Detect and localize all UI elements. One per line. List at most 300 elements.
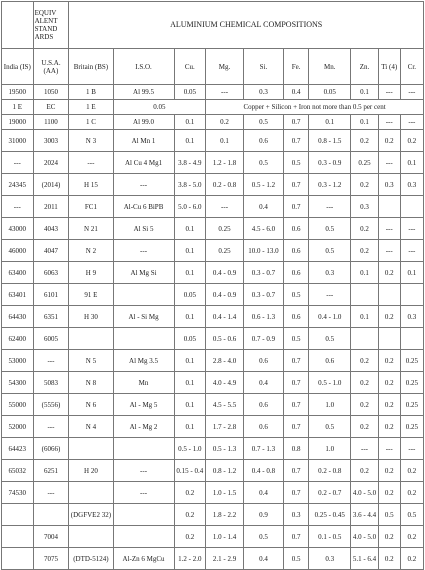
table-cell: 0.2 [351, 350, 378, 372]
table-cell: --- [378, 218, 400, 240]
table-cell: Al - Mg 2 [113, 416, 174, 438]
table-cell [400, 328, 423, 350]
table-cell: 0.05 [309, 85, 351, 100]
table-cell: 4043 [33, 218, 69, 240]
table-cell: 0.6 [283, 262, 308, 284]
table-cell: --- [378, 152, 400, 174]
table-cell: 5.0 - 6.0 [174, 196, 206, 218]
table-cell: 0.5 [309, 240, 351, 262]
table-cell: 52000 [2, 416, 34, 438]
table-cell: 0.6 [243, 394, 283, 416]
table-cell: 0.1 [351, 262, 378, 284]
composition-table [1, 1, 424, 570]
table-cell: 1.7 - 2.8 [206, 416, 244, 438]
table-cell: 0.3 - 0.7 [243, 262, 283, 284]
table-cell: Al Cu 4 Mg1 [113, 152, 174, 174]
table-cell: 0.7 [283, 115, 308, 130]
table-cell: 0.1 [174, 416, 206, 438]
table-cell: 19000 [2, 115, 34, 130]
table-row [2, 328, 424, 350]
table-cell: 0.2 [378, 372, 400, 394]
table-cell: --- [33, 350, 69, 372]
table-cell: (6066) [33, 438, 69, 460]
table-cell: 0.3 [378, 174, 400, 196]
table-cell: --- [400, 240, 423, 262]
table-cell: 0.5 [309, 218, 351, 240]
table-cell: 74530 [2, 482, 34, 504]
table-cell: 0.05 [113, 100, 206, 115]
table-cell: 0.2 [400, 482, 423, 504]
table-cell [400, 196, 423, 218]
table-cell: 3.8 - 5.0 [174, 174, 206, 196]
table-cell: EC [33, 100, 69, 115]
table-cell: 0.1 [174, 262, 206, 284]
table-cell: 0.7 - 0.9 [243, 328, 283, 350]
table-cell: --- [206, 196, 244, 218]
header-blank [2, 2, 34, 49]
table-cell [69, 482, 113, 504]
table-row [2, 460, 424, 482]
table-cell: 63400 [2, 262, 34, 284]
table-cell: 3003 [33, 130, 69, 152]
table-cell: 0.5 [243, 115, 283, 130]
table-cell: --- [351, 438, 378, 460]
table-cell: 0.5 - 1.0 [174, 438, 206, 460]
table-cell: 0.6 - 1.3 [243, 306, 283, 328]
table-row [2, 240, 424, 262]
table-cell: 0.3 - 0.9 [309, 152, 351, 174]
table-cell: 4.0 - 5.0 [351, 482, 378, 504]
table-cell: N 21 [69, 218, 113, 240]
table-cell: 0.05 [174, 328, 206, 350]
table-cell: N 8 [69, 372, 113, 394]
table-cell: 0.1 [174, 240, 206, 262]
table-row [2, 115, 424, 130]
table-cell: --- [400, 438, 423, 460]
table-cell: 6063 [33, 262, 69, 284]
table-cell: 5083 [33, 372, 69, 394]
table-cell: 0.25 [206, 240, 244, 262]
table-cell: --- [378, 438, 400, 460]
column-header: Cu. [174, 49, 206, 85]
table-cell: 0.25 [351, 152, 378, 174]
table-cell: 19500 [2, 85, 34, 100]
table-cell: 5.1 - 6.4 [351, 548, 378, 570]
table-cell: N 3 [69, 130, 113, 152]
table-cell: 0.7 [283, 196, 308, 218]
table-cell: 0.3 [309, 262, 351, 284]
table-cell: 0.2 - 0.8 [309, 460, 351, 482]
table-cell: 0.7 [283, 394, 308, 416]
table-cell: N 6 [69, 394, 113, 416]
note-row [2, 100, 424, 115]
table-cell: 0.2 [378, 548, 400, 570]
table-cell: 0.25 - 0.45 [309, 504, 351, 526]
table-cell: 43000 [2, 218, 34, 240]
table-cell: 0.2 [174, 504, 206, 526]
table-cell: (DTD-5124) [69, 548, 113, 570]
table-cell: 0.1 [174, 306, 206, 328]
table-cell: 4.0 - 5.0 [351, 526, 378, 548]
table-cell: 1 C [69, 115, 113, 130]
table-cell: 0.5 [400, 504, 423, 526]
table-cell: (5556) [33, 394, 69, 416]
table-cell: 2011 [33, 196, 69, 218]
table-cell: 0.8 - 1.2 [206, 460, 244, 482]
table-cell: 0.1 [174, 115, 206, 130]
table-cell: 0.2 [378, 394, 400, 416]
table-cell: --- [113, 240, 174, 262]
table-cell: Al Si 5 [113, 218, 174, 240]
column-header: I.S.O. [113, 49, 174, 85]
table-cell: Al 99.5 [113, 85, 174, 100]
table-cell: 6251 [33, 460, 69, 482]
table-cell: 0.2 [351, 218, 378, 240]
table-cell: 0.5 - 0.6 [206, 328, 244, 350]
table-cell: 7004 [33, 526, 69, 548]
table-cell [113, 284, 174, 306]
table-cell: 46000 [2, 240, 34, 262]
table-cell: 0.05 [174, 85, 206, 100]
table-cell: --- [113, 174, 174, 196]
table-cell: 0.6 [243, 416, 283, 438]
table-cell: 0.1 [206, 130, 244, 152]
table-cell: Al - Si Mg [113, 306, 174, 328]
table-cell [378, 284, 400, 306]
table-cell: 0.25 [400, 372, 423, 394]
table-cell: 0.1 [174, 350, 206, 372]
table-cell: 0.1 [400, 262, 423, 284]
table-cell: 0.1 [174, 394, 206, 416]
table-cell: 1.0 - 1.5 [206, 482, 244, 504]
table-cell [351, 284, 378, 306]
table-cell: 4.5 - 5.5 [206, 394, 244, 416]
table-cell: 0.7 [283, 526, 308, 548]
table-cell: 0.2 [351, 174, 378, 196]
table-cell [2, 526, 34, 548]
table-cell: 0.2 [400, 526, 423, 548]
table-cell: 0.7 [283, 372, 308, 394]
table-cell: 0.7 [283, 174, 308, 196]
table-cell: 0.2 [174, 526, 206, 548]
table-row [2, 438, 424, 460]
table-cell [113, 328, 174, 350]
table-cell: 0.2 [400, 460, 423, 482]
table-cell: H 15 [69, 174, 113, 196]
table-cell: 24345 [2, 174, 34, 196]
table-cell: 0.5 [243, 152, 283, 174]
table-cell: 91 E [69, 284, 113, 306]
table-cell: 4047 [33, 240, 69, 262]
table-cell: 0.5 [243, 526, 283, 548]
table-cell: 0.7 [283, 130, 308, 152]
table-cell: 0.1 [351, 85, 378, 100]
table-cell: 0.9 [243, 504, 283, 526]
table-row [2, 350, 424, 372]
table-cell: 0.15 - 0.4 [174, 460, 206, 482]
table-cell [69, 526, 113, 548]
table-cell: 0.1 [309, 115, 351, 130]
column-header: Mn. [309, 49, 351, 85]
table-cell [69, 438, 113, 460]
table-cell [113, 504, 174, 526]
table-cell: 0.7 [283, 416, 308, 438]
table-cell: --- [309, 196, 351, 218]
table-cell: 0.25 [400, 394, 423, 416]
table-row [2, 85, 424, 100]
table-cell: --- [400, 218, 423, 240]
table-cell: 0.4 - 1.0 [309, 306, 351, 328]
table-cell: H 20 [69, 460, 113, 482]
table-cell: 0.2 [351, 416, 378, 438]
table-cell: --- [206, 85, 244, 100]
table-cell: --- [33, 416, 69, 438]
column-header: Fe. [283, 49, 308, 85]
table-cell: 0.4 [243, 196, 283, 218]
table-cell: 0.2 [206, 115, 244, 130]
table-cell: 0.3 [283, 504, 308, 526]
table-cell: 1.2 - 1.8 [206, 152, 244, 174]
table-cell: 0.2 [400, 130, 423, 152]
table-row [2, 174, 424, 196]
table-cell: 0.4 [243, 482, 283, 504]
table-cell: Al Mg 3.5 [113, 350, 174, 372]
table-cell: 4.0 - 4.9 [206, 372, 244, 394]
table-cell: Al-Zn 6 MgCu [113, 548, 174, 570]
table-cell: 0.2 - 0.7 [309, 482, 351, 504]
table-cell: 0.5 - 1.2 [243, 174, 283, 196]
table-cell: 1.8 - 2.2 [206, 504, 244, 526]
table-cell: 0.2 [378, 460, 400, 482]
table-cell: 0.2 [378, 350, 400, 372]
table-cell: H 30 [69, 306, 113, 328]
table-cell: 0.4 - 1.4 [206, 306, 244, 328]
table-cell: 0.25 [400, 416, 423, 438]
table-row [2, 262, 424, 284]
table-row [2, 306, 424, 328]
table-cell [2, 504, 34, 526]
table-cell: --- [69, 152, 113, 174]
table-cell: --- [378, 115, 400, 130]
table-cell: (DGFVE2 32) [69, 504, 113, 526]
table-cell: 0.5 [309, 328, 351, 350]
table-cell: 0.5 - 1.3 [206, 438, 244, 460]
column-header: Cr. [400, 49, 423, 85]
table-cell: 7075 [33, 548, 69, 570]
table-cell: (2014) [33, 174, 69, 196]
table-cell: 0.7 [283, 460, 308, 482]
table-cell: 53000 [2, 350, 34, 372]
table-cell: 0.1 [351, 115, 378, 130]
table-cell: 0.05 [174, 284, 206, 306]
table-cell: Al Mg Si [113, 262, 174, 284]
table-cell: FC1 [69, 196, 113, 218]
table-cell [351, 328, 378, 350]
table-cell [113, 438, 174, 460]
table-cell: 0.4 [243, 548, 283, 570]
table-cell: 0.2 [378, 130, 400, 152]
equiv-standards-label: EQUIV ALENT STAND ARDS [33, 2, 69, 49]
table-row [2, 394, 424, 416]
table-cell: 1.0 [309, 394, 351, 416]
table-cell: 0.7 [283, 350, 308, 372]
table-cell: 0.6 [283, 240, 308, 262]
table-cell: 0.1 [351, 306, 378, 328]
column-header: Ti (4) [378, 49, 400, 85]
table-cell: --- [33, 482, 69, 504]
table-cell: Al 99.0 [113, 115, 174, 130]
table-cell: --- [113, 460, 174, 482]
table-cell: 54300 [2, 372, 34, 394]
table-cell: 64423 [2, 438, 34, 460]
table-cell: 0.2 [351, 130, 378, 152]
table-cell: --- [400, 115, 423, 130]
table-cell: 0.6 [243, 130, 283, 152]
table-cell: 0.4 [283, 85, 308, 100]
table-cell: --- [400, 85, 423, 100]
table-cell: Al-Cu 6 BiPB [113, 196, 174, 218]
table-cell: 0.4 [243, 372, 283, 394]
table-cell: 63401 [2, 284, 34, 306]
table-row [2, 284, 424, 306]
table-cell: 0.1 [174, 372, 206, 394]
table-cell: 1.0 - 1.4 [206, 526, 244, 548]
table-cell: 0.2 [351, 240, 378, 262]
table-cell: --- [2, 196, 34, 218]
composition-note: Copper + Silicon + Iron not more than 0.5 per cent [206, 100, 424, 115]
table-cell: --- [378, 240, 400, 262]
table-cell: N 5 [69, 350, 113, 372]
table-row [2, 526, 424, 548]
table-row [2, 482, 424, 504]
table-title: ALUMINIUM CHEMICAL COMPOSITIONS [69, 2, 424, 49]
table-cell: 0.6 [283, 218, 308, 240]
column-header: Britain (BS) [69, 49, 113, 85]
table-cell: 0.8 - 1.5 [309, 130, 351, 152]
table-cell: 0.5 [283, 152, 308, 174]
table-cell: 0.3 [309, 548, 351, 570]
table-cell: 0.4 - 0.9 [206, 284, 244, 306]
table-cell: 0.2 - 0.8 [206, 174, 244, 196]
table-cell: 1100 [33, 115, 69, 130]
table-cell: 65032 [2, 460, 34, 482]
table-cell: 0.4 - 0.9 [206, 262, 244, 284]
table-row [2, 548, 424, 570]
table-cell: --- [378, 85, 400, 100]
table-row [2, 196, 424, 218]
table-cell: H 9 [69, 262, 113, 284]
table-cell: 0.2 [351, 394, 378, 416]
table-cell: 6005 [33, 328, 69, 350]
table-cell: 0.2 [351, 460, 378, 482]
column-header: U.S.A. (AA) [33, 49, 69, 85]
table-cell: 6101 [33, 284, 69, 306]
table-cell: 1050 [33, 85, 69, 100]
table-cell: 2.1 - 2.9 [206, 548, 244, 570]
table-cell: 0.5 [283, 284, 308, 306]
table-cell: 1 B [69, 85, 113, 100]
table-cell: N 2 [69, 240, 113, 262]
table-cell: --- [309, 284, 351, 306]
table-cell: 0.1 [400, 152, 423, 174]
table-cell: 2.8 - 4.0 [206, 350, 244, 372]
table-cell: 1 E [2, 100, 34, 115]
table-cell: 0.8 [283, 438, 308, 460]
table-cell: 3.6 - 4.4 [351, 504, 378, 526]
table-cell: 0.5 [378, 504, 400, 526]
table-cell: 0.3 - 0.7 [243, 284, 283, 306]
table-cell: 0.25 [206, 218, 244, 240]
table-cell [378, 196, 400, 218]
table-cell: 0.2 [378, 262, 400, 284]
table-row [2, 504, 424, 526]
table-cell: 3.8 - 4.9 [174, 152, 206, 174]
table-cell: 62400 [2, 328, 34, 350]
table-cell [33, 504, 69, 526]
table-cell: 0.1 - 0.5 [309, 526, 351, 548]
table-cell: 64430 [2, 306, 34, 328]
table-cell: 0.3 - 1.2 [309, 174, 351, 196]
table-cell: 0.3 [243, 85, 283, 100]
table-cell: 0.7 [283, 482, 308, 504]
table-cell: Al Mn 1 [113, 130, 174, 152]
table-cell: 0.6 [283, 306, 308, 328]
table-cell [378, 328, 400, 350]
table-cell: 0.6 [243, 350, 283, 372]
table-cell: 0.3 [351, 196, 378, 218]
column-header: Zn. [351, 49, 378, 85]
table-cell: 0.3 [400, 174, 423, 196]
table-row [2, 152, 424, 174]
table-cell: 0.25 [400, 350, 423, 372]
table-cell: 0.2 [378, 526, 400, 548]
table-cell: 0.3 [400, 306, 423, 328]
table-row [2, 218, 424, 240]
column-header: Mg. [206, 49, 244, 85]
column-header: Si. [243, 49, 283, 85]
table-cell: 1.0 [309, 438, 351, 460]
table-cell: 0.2 [351, 372, 378, 394]
table-cell: 0.2 [378, 482, 400, 504]
table-cell: 0.2 [378, 416, 400, 438]
table-cell: Mn [113, 372, 174, 394]
column-header-row [2, 49, 424, 85]
table-cell: --- [113, 482, 174, 504]
table-row [2, 416, 424, 438]
table-cell: 2024 [33, 152, 69, 174]
table-cell: 0.2 [174, 482, 206, 504]
table-cell: 0.7 - 1.3 [243, 438, 283, 460]
table-cell [2, 548, 34, 570]
table-cell: 0.2 [378, 306, 400, 328]
table-cell: 0.1 [174, 130, 206, 152]
table-cell: 0.5 [283, 548, 308, 570]
table-cell: 0.5 [309, 416, 351, 438]
table-cell: 55000 [2, 394, 34, 416]
table-row [2, 372, 424, 394]
table-cell: 4.5 - 6.0 [243, 218, 283, 240]
table-row [2, 130, 424, 152]
table-cell: 1 E [69, 100, 113, 115]
table-cell: 0.6 [309, 350, 351, 372]
table-cell [113, 526, 174, 548]
table-cell: 6351 [33, 306, 69, 328]
table-cell: --- [2, 152, 34, 174]
table-cell: 1.2 - 2.0 [174, 548, 206, 570]
table-cell [69, 328, 113, 350]
table-cell: 0.5 - 1.0 [309, 372, 351, 394]
table-cell: N 4 [69, 416, 113, 438]
